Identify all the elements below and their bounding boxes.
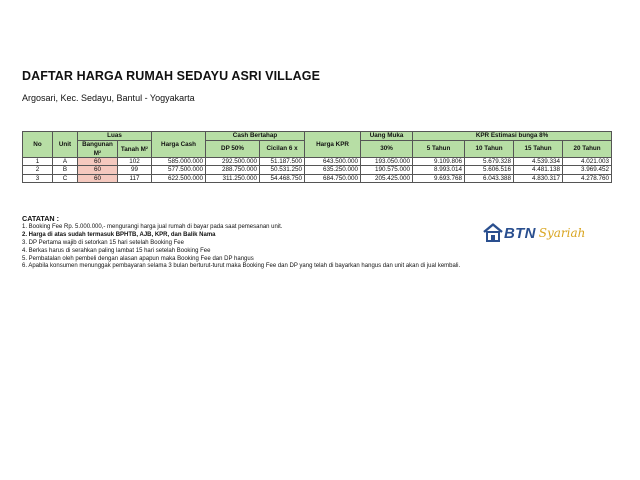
header-uang-muka-pct: 30% [361,140,413,157]
cell-20-tahun: 4.021.003 [563,157,612,166]
cell-dp50: 311.250.000 [206,174,260,183]
cell-5-tahun: 9.693.768 [413,174,465,183]
cell-dp50: 292.500.000 [206,157,260,166]
cell-unit: C [53,174,78,183]
cell-15-tahun: 4.539.334 [514,157,563,166]
note-item: 3. DP Pertama wajib di setorkan 15 hari setelah Booking Fee [22,239,184,246]
header-tanah: Tanah $M^2$ [118,140,152,157]
cell-harga-cash: 622.500.000 [152,174,206,183]
cell-dp50: 288.750.000 [206,166,260,175]
cell-harga-kpr: 635.250.000 [305,166,361,175]
price-table [22,131,612,183]
house-icon [483,223,503,243]
note-item: 1. Booking Fee Rp. 5.000.000,- mengurangi harga jual rumah di bayar pada saat pemesanan unit. [22,223,283,230]
cell-harga-cash: 577.500.000 [152,166,206,175]
cell-5-tahun: 9.109.806 [413,157,465,166]
header-luas: Luas [78,132,152,141]
cell-no: 3 [23,174,53,183]
note-item: 2. Harga di atas sudah termasuk BPHTB, AJB, KPR, dan Balik Nama [22,231,216,238]
cell-no: 2 [23,166,53,175]
table-row [23,166,612,175]
header-10-tahun: 10 Tahun [465,140,514,157]
table-row [23,174,612,183]
note-item: 6. Apabila konsumen menunggak pembayaran selama 3 bulan berturut-turut maka Booking Fee dan DP yang telah di bayarkan hangus dan unit akan di jual kembali. [22,263,461,270]
cell-harga-kpr: 643.500.000 [305,157,361,166]
cell-15-tahun: 4.830.317 [514,174,563,183]
notes-section [22,215,460,271]
btn-syariah-logo [483,223,585,243]
logo-brand: BTN [504,224,536,242]
table-row [23,157,612,166]
cell-10-tahun: 6.043.388 [465,174,514,183]
page-title: DAFTAR HARGA RUMAH SEDAYU ASRI VILLAGE [22,69,321,83]
cell-15-tahun: 4.481.138 [514,166,563,175]
cell-uang-muka: 193.050.000 [361,157,413,166]
cell-harga-kpr: 684.750.000 [305,174,361,183]
cell-bangunan: 60 [78,174,118,183]
cell-unit: B [53,166,78,175]
cell-10-tahun: 5.679.328 [465,157,514,166]
cell-tanah: 102 [118,157,152,166]
note-item: 5. Pembatalan oleh pembeli dengan alasan apapun maka Booking Fee dan DP hangus [22,255,254,262]
cell-bangunan: 60 [78,157,118,166]
notes-heading: CATATAN : [22,214,59,223]
logo-brand-sub: Syariah [538,226,586,240]
header-uang-muka: Uang Muka [361,132,413,141]
header-unit: Unit [53,132,78,158]
note-item: 4. Berkas harus di serahkan paling lambat 15 hari setelah Booking Fee [22,247,211,254]
header-5-tahun: 5 Tahun [413,140,465,157]
cell-tanah: 99 [118,166,152,175]
cell-cicilan: 54.468.750 [260,174,305,183]
header-bangunan: Bangunan $M^2$ [78,140,118,157]
cell-20-tahun: 4.278.760 [563,174,612,183]
cell-bangunan: 60 [78,166,118,175]
header-cash-bertahap: Cash Bertahap [206,132,305,141]
cell-no: 1 [23,157,53,166]
cell-unit: A [53,157,78,166]
cell-20-tahun: 3.969.452 [563,166,612,175]
header-dp50: DP 50% [206,140,260,157]
cell-harga-cash: 585.000.000 [152,157,206,166]
cell-cicilan: 51.187.500 [260,157,305,166]
cell-cicilan: 50.531.250 [260,166,305,175]
cell-uang-muka: 190.575.000 [361,166,413,175]
header-no: No [23,132,53,158]
cell-uang-muka: 205.425.000 [361,174,413,183]
header-15-tahun: 15 Tahun [514,140,563,157]
cell-10-tahun: 5.606.516 [465,166,514,175]
cell-5-tahun: 8.993.014 [413,166,465,175]
header-20-tahun: 20 Tahun [563,140,612,157]
header-harga-cash: Harga Cash [152,132,206,158]
cell-tanah: 117 [118,174,152,183]
header-kpr-estimasi: KPR Estimasi bunga 8% [413,132,612,141]
page-subtitle: Argosari, Kec. Sedayu, Bantul - Yogyakarta [22,93,195,103]
header-harga-kpr: Harga KPR [305,132,361,158]
header-cicilan: Cicilan 6 x [260,140,305,157]
